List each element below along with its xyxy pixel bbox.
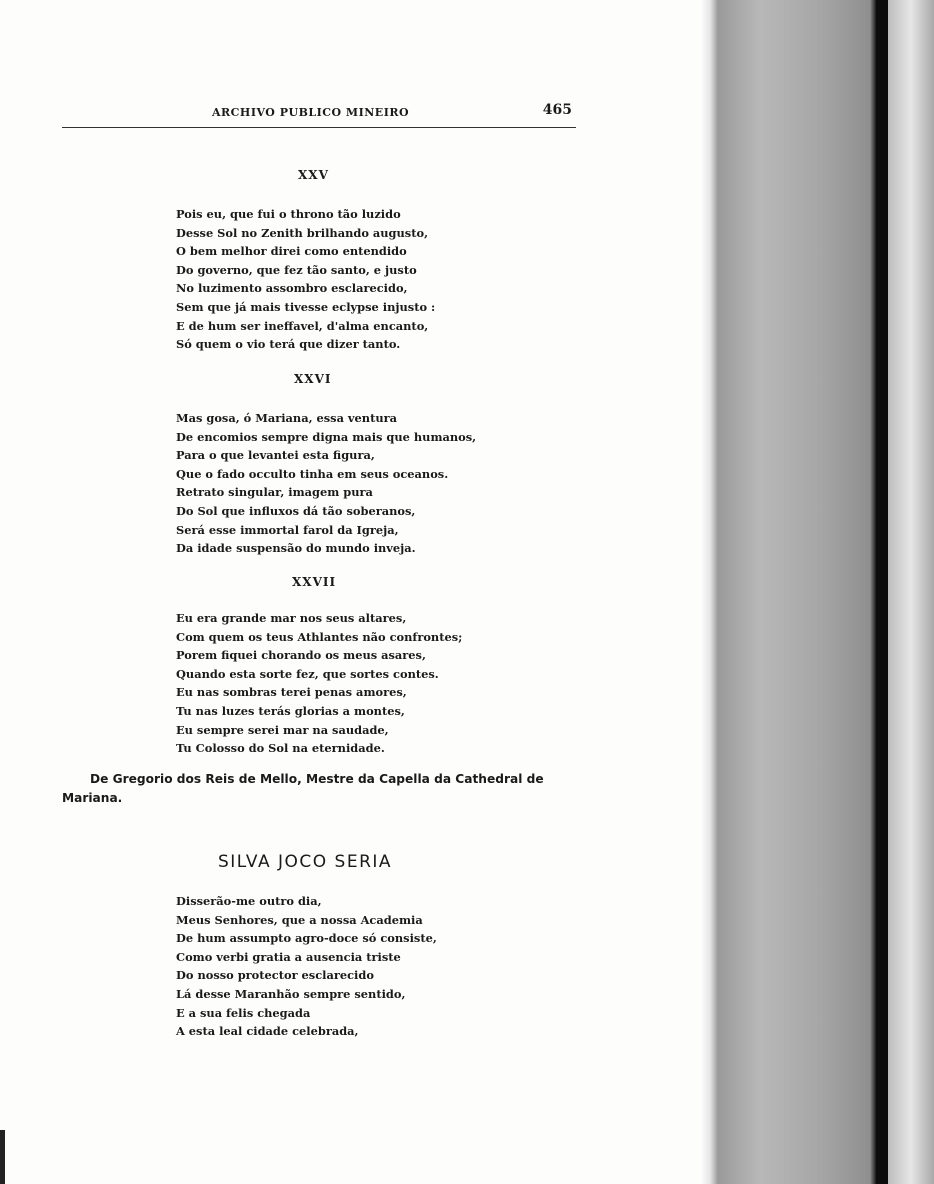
verse-line: Para o que levantei esta figura, [176,448,375,463]
verse-line: Eu era grande mar nos seus altares, [176,611,407,625]
stanza-xxvii [176,609,462,758]
verse-line: Com quem os teus Athlantes não confrontes; [176,629,463,644]
verse-line: Retrato singular, imagem pura [176,485,373,500]
verse-line: Lá desse Maranhão sempre sentido, [176,986,406,1001]
poem-opening-stanza [176,892,437,1041]
verse-line: Meus Senhores, que a nossa Academia [176,912,423,927]
verse-line: Tu nas luzes terás glorias a montes, [176,703,405,718]
verse-line: Disserão-me outro dia, [176,894,322,908]
verse-line: Que o fado occulto tinha em seus oceanos. [176,466,449,481]
verse-line: Mas gosa, ó Mariana, essa ventura [176,411,397,425]
binding-spine [876,0,888,1184]
stanza-number-xxvi: XXVI [294,372,332,386]
header-rule [62,127,576,128]
page-edge-mark [0,1130,5,1184]
running-head [62,102,578,126]
verse-line: Desse Sol no Zenith brilhando augusto, [176,225,429,240]
verse-line: Do Sol que influxos dá tão soberanos, [176,503,416,518]
verse-line: Eu nas sombras terei penas amores, [176,685,407,700]
binding-edge [888,0,934,1184]
attribution: De Gregorio dos Reis de Mello, Mestre da Capella da Cathedral de Mariana. [62,772,544,806]
verse-line: Sem que já mais tivesse eclypse injusto : [176,299,436,314]
verse-line: Quando esta sorte fez, que sortes contes. [176,666,439,681]
verse-line: De encomios sempre digna mais que humanos, [176,429,477,444]
running-title: ARCHIVO PUBLICO MINEIRO [212,106,410,119]
verse-line: A esta leal cidade celebrada, [176,1024,359,1039]
stanza-number-xxv: XXV [298,168,329,182]
verse-line: Só quem o vio terá que dizer tanto. [176,337,401,352]
verse-line: De hum assumpto agro-doce só consiste, [176,931,437,946]
verse-line: No luzimento assombro esclarecido, [176,281,408,296]
verse-line: Como verbi gratia a ausencia triste [176,949,401,964]
stanza-xxvi [176,409,476,558]
verse-line: Será esse immortal farol da Igreja, [176,522,399,537]
page-number: 465 [542,102,572,118]
verse-line: Tu Colosso do Sol na eternidade. [176,741,385,756]
verse-line: Do governo, que fez tão santo, e justo [176,262,417,277]
verse-line: E de hum ser ineffavel, d'alma encanto, [176,318,429,333]
verse-line: E a sua felis chegada [176,1005,311,1020]
verse-line: O bem melhor direi como entendido [176,244,407,259]
stanza-xxv [176,205,435,354]
stanza-number-xxvii: XXVII [292,575,337,589]
verse-line: Da idade suspensão do mundo inveja. [176,541,416,556]
poem-title: SILVA JOCO SERIA [218,852,393,872]
verse-line: Pois eu, que fui o throno tão luzido [176,207,401,221]
verse-line: Porem fiquei chorando os meus asares, [176,648,426,663]
verse-line: Do nosso protector esclarecido [176,968,374,983]
verse-line: Eu sempre serei mar na saudade, [176,722,389,737]
